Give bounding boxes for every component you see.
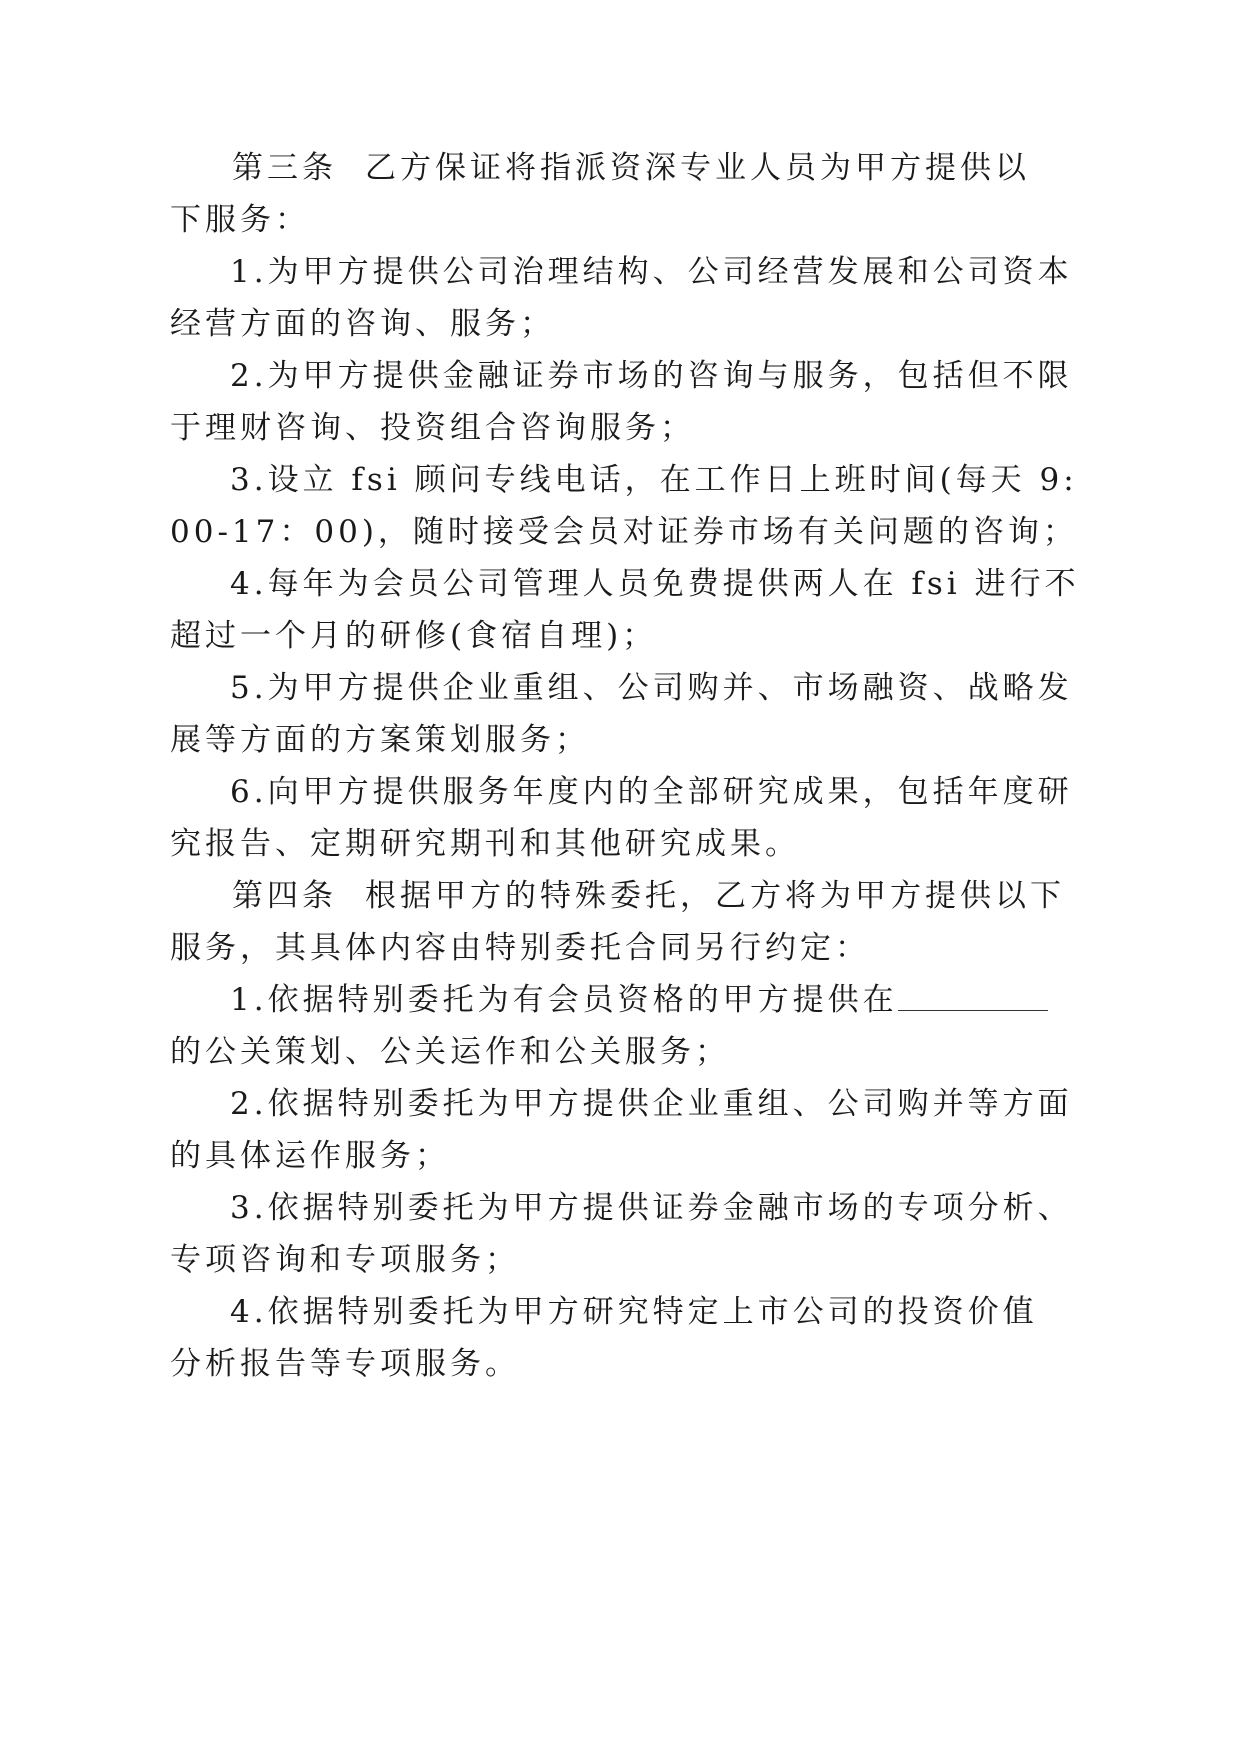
text-line: 3.设立 fsi 顾问专线电话，在工作日上班时间(每天 9:: [230, 462, 1078, 498]
text-line: 的具体运作服务；: [170, 1138, 450, 1174]
text-line: 于理财咨询、投资组合咨询服务；: [170, 410, 695, 446]
text-line: 下服务：: [170, 202, 310, 238]
article-3-label: 第三条: [232, 150, 337, 186]
text-line: 专项咨询和专项服务；: [170, 1242, 520, 1278]
text-line: 的公关策划、公关运作和公关服务；: [170, 1034, 730, 1070]
article-4-intro: 根据甲方的特殊委托，乙方将为甲方提供以下: [365, 878, 1065, 914]
article-4-heading-line: [232, 876, 1241, 916]
text-line: 究报告、定期研究期刊和其他研究成果。: [170, 826, 800, 862]
article-3-heading-line: [232, 148, 1241, 188]
text-line: 00-17：00)，随时接受会员对证券市场有关问题的咨询；: [170, 514, 1078, 550]
text-line: 1.依据特别委托为有会员资格的甲方提供在: [230, 982, 898, 1018]
text-line: 展等方面的方案策划服务；: [170, 722, 590, 758]
text-line-with-blank: [230, 980, 1241, 1020]
text-line: 超过一个月的研修(食宿自理)；: [170, 618, 658, 654]
text-line: 经营方面的咨询、服务；: [170, 306, 555, 342]
text-line: 4.依据特别委托为甲方研究特定上市公司的投资价值: [230, 1294, 1038, 1330]
text-line: 5.为甲方提供企业重组、公司购并、市场融资、战略发: [230, 670, 1073, 706]
fill-in-blank: [898, 980, 1048, 1011]
text-line: 4.每年为会员公司管理人员免费提供两人在 fsi 进行不: [230, 566, 1080, 602]
text-line: 3.依据特别委托为甲方提供证券金融市场的专项分析、: [230, 1190, 1073, 1226]
text-line: 1.为甲方提供公司治理结构、公司经营发展和公司资本: [230, 254, 1073, 290]
article-4-label: 第四条: [232, 878, 337, 914]
article-3-intro: 乙方保证将指派资深专业人员为甲方提供以: [365, 150, 1030, 186]
text-line: 2.为甲方提供金融证券市场的咨询与服务，包括但不限: [230, 358, 1073, 394]
text-line: 分析报告等专项服务。: [170, 1346, 520, 1382]
text-line: 2.依据特别委托为甲方提供企业重组、公司购并等方面: [230, 1086, 1073, 1122]
text-line: 6.向甲方提供服务年度内的全部研究成果，包括年度研: [230, 774, 1073, 810]
text-line: 服务，其具体内容由特别委托合同另行约定：: [170, 930, 870, 966]
